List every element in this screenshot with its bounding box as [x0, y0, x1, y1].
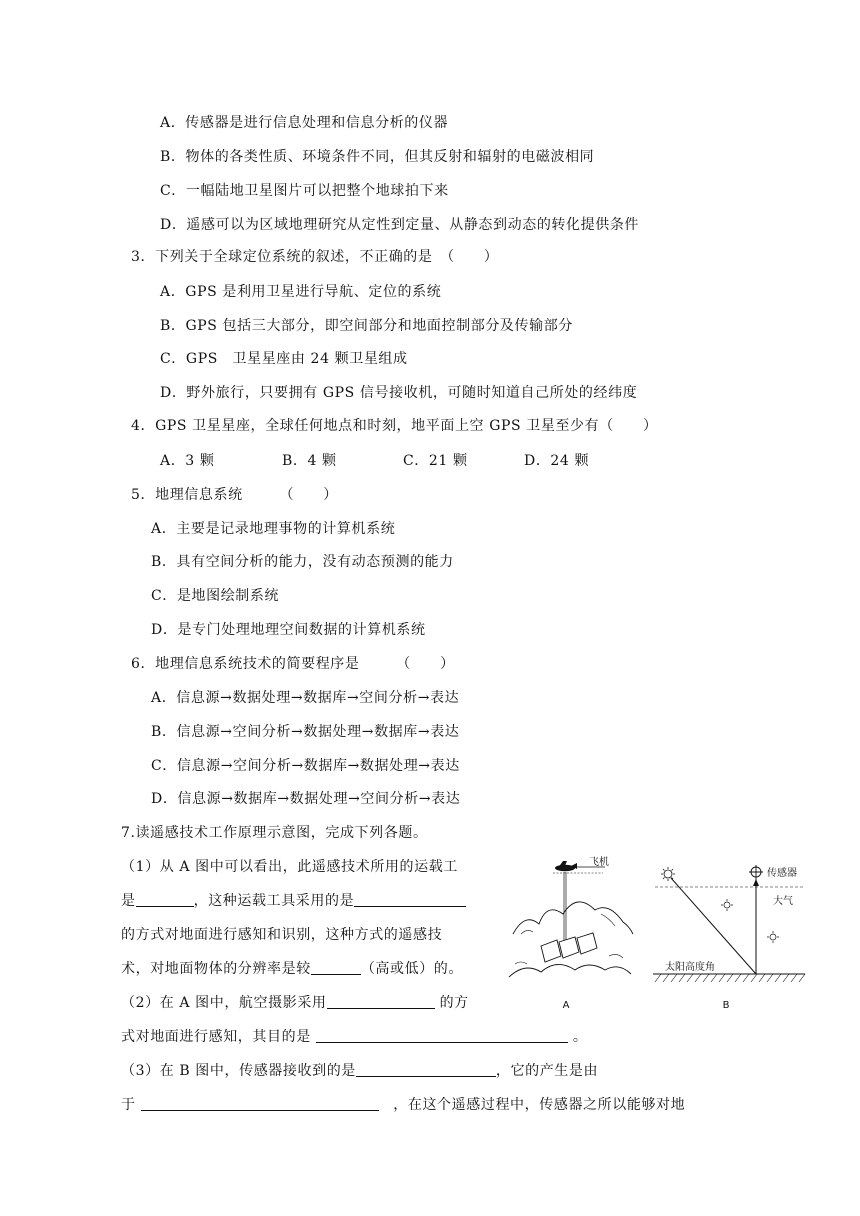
q7-part2-text: 的方: [434, 995, 469, 1011]
q7-part1-text: （高或低）的。: [360, 961, 464, 977]
q6-option-a: A．信息源→数据处理→数据库→空间分析→表达: [151, 690, 460, 706]
panel-b-diagram: [653, 865, 805, 1011]
remote-sensing-figure: [505, 852, 810, 1012]
q6-option-d: D．信息源→数据库→数据处理→空间分析→表达: [151, 791, 461, 807]
q7-part2-text: 。: [567, 1029, 588, 1045]
panel-b-label: B: [722, 1000, 730, 1011]
q5-option-a: A．主要是记录地理事物的计算机系统: [151, 521, 396, 537]
sensor-icon: [749, 865, 763, 879]
q7-part1-text: ，这种运载工具采用的是: [193, 893, 355, 909]
q5-option-b: B．具有空间分析的能力，没有动态预测的能力: [151, 554, 454, 570]
q3-option-a: A．GPS 是利用卫星进行导航、定位的系统: [160, 284, 442, 300]
q6-option-c: C．信息源→空间分析→数据库→数据处理→表达: [151, 758, 460, 774]
q7-part1-text: 是: [121, 893, 136, 909]
q7-part3-text: ，它的产生是由: [495, 1063, 599, 1079]
sensor-label: 传感器: [767, 868, 797, 879]
plane-label: 飞机: [589, 857, 609, 868]
q2-option-a: A．传感器是进行信息处理和信息分析的仪器: [160, 115, 449, 131]
q5-option-d: D．是专门处理地理空间数据的计算机系统: [151, 622, 426, 638]
answer-blank-received[interactable]: [356, 1062, 496, 1077]
q4-option-d: D．24 颗: [524, 453, 590, 469]
answer-blank-purpose[interactable]: [316, 1028, 568, 1043]
q3-option-c: C．GPS 卫星星座由 24 颗卫星组成: [160, 351, 408, 367]
q3-stem: 3．下列关于全球定位系统的叙述，不正确的是 （ ）: [131, 249, 499, 265]
q2-option-c: C．一幅陆地卫星图片可以把整个地球拍下来: [160, 183, 449, 199]
q7-part3-text: 于: [121, 1097, 141, 1113]
q2-option-b: B．物体的各类性质、环境条件不同，但其反射和辐射的电磁波相同: [160, 149, 595, 165]
q7-part3-text: ，在这个遥感过程中，传感器之所以能够对地: [378, 1097, 686, 1113]
q7-part2-line2: [121, 1028, 588, 1046]
q7-part1-line4: [121, 960, 463, 978]
q3-option-d: D．野外旅行，只要拥有 GPS 信号接收机，可随时知道自己所处的经纬度: [160, 385, 638, 401]
q7-part2-text: 式对地面进行感知，其目的是: [121, 1029, 316, 1045]
sun-angle-label: 太阳高度角: [665, 962, 715, 973]
q7-part2-text: （2）在 A 图中，航空摄影采用: [121, 995, 327, 1011]
answer-blank-aerial-method[interactable]: [327, 994, 435, 1009]
q7-part2-line1: [121, 994, 469, 1012]
q4-stem: 4．GPS 卫星星座，全球任何地点和时刻，地平面上空 GPS 卫星至少有（ ）: [131, 418, 658, 434]
q3-option-b: B．GPS 包括三大部分，即空间部分和地面控制部分及传输部分: [160, 318, 573, 334]
answer-blank-carrier[interactable]: [136, 892, 194, 907]
atmosphere-label: 大气: [773, 896, 793, 907]
q7-part3-line1: [121, 1062, 598, 1080]
panel-a-label: A: [562, 1000, 570, 1011]
q6-stem: 6．地理信息系统技术的简要程序是 （ ）: [131, 656, 455, 672]
sun-icon: [661, 867, 675, 881]
image-tiles-icon: [541, 933, 597, 962]
q7-part3-text: （3）在 B 图中，传感器接收到的是: [121, 1063, 356, 1079]
airplane-icon: [555, 861, 577, 871]
q7-part3-line2: [121, 1096, 685, 1114]
answer-blank-resolution[interactable]: [311, 960, 361, 975]
q7-part1-line1: （1）从 A 图中可以看出，此遥感技术所用的运载工: [121, 859, 458, 875]
answer-blank-cause[interactable]: [141, 1096, 379, 1111]
q7-part1-text: 术，对地面物体的分辨率是较: [121, 961, 311, 977]
panel-a-diagram: [509, 855, 633, 1011]
q6-option-b: B．信息源→空间分析→数据处理→数据库→表达: [151, 724, 460, 740]
q7-part1-line3: 的方式对地面进行感知和识别，这种方式的遥感技: [121, 927, 443, 943]
q4-option-b: B．4 颗: [282, 453, 337, 469]
q4-option-c: C．21 颗: [403, 453, 468, 469]
small-sun-icon: [721, 899, 779, 943]
q5-option-c: C．是地图绘制系统: [151, 588, 280, 604]
q7-part1-line2: [121, 892, 466, 910]
answer-blank-method[interactable]: [354, 892, 466, 907]
q7-stem: 7.读遥感技术工作原理示意图，完成下列各题。: [121, 825, 428, 841]
q4-option-a: A．3 颗: [160, 453, 215, 469]
q2-option-d: D．遥感可以为区域地理研究从定性到定量、从静态到动态的转化提供条件: [160, 217, 640, 233]
q5-stem: 5．地理信息系统 （ ）: [131, 487, 338, 503]
remote-sensing-diagram: [505, 852, 810, 1012]
